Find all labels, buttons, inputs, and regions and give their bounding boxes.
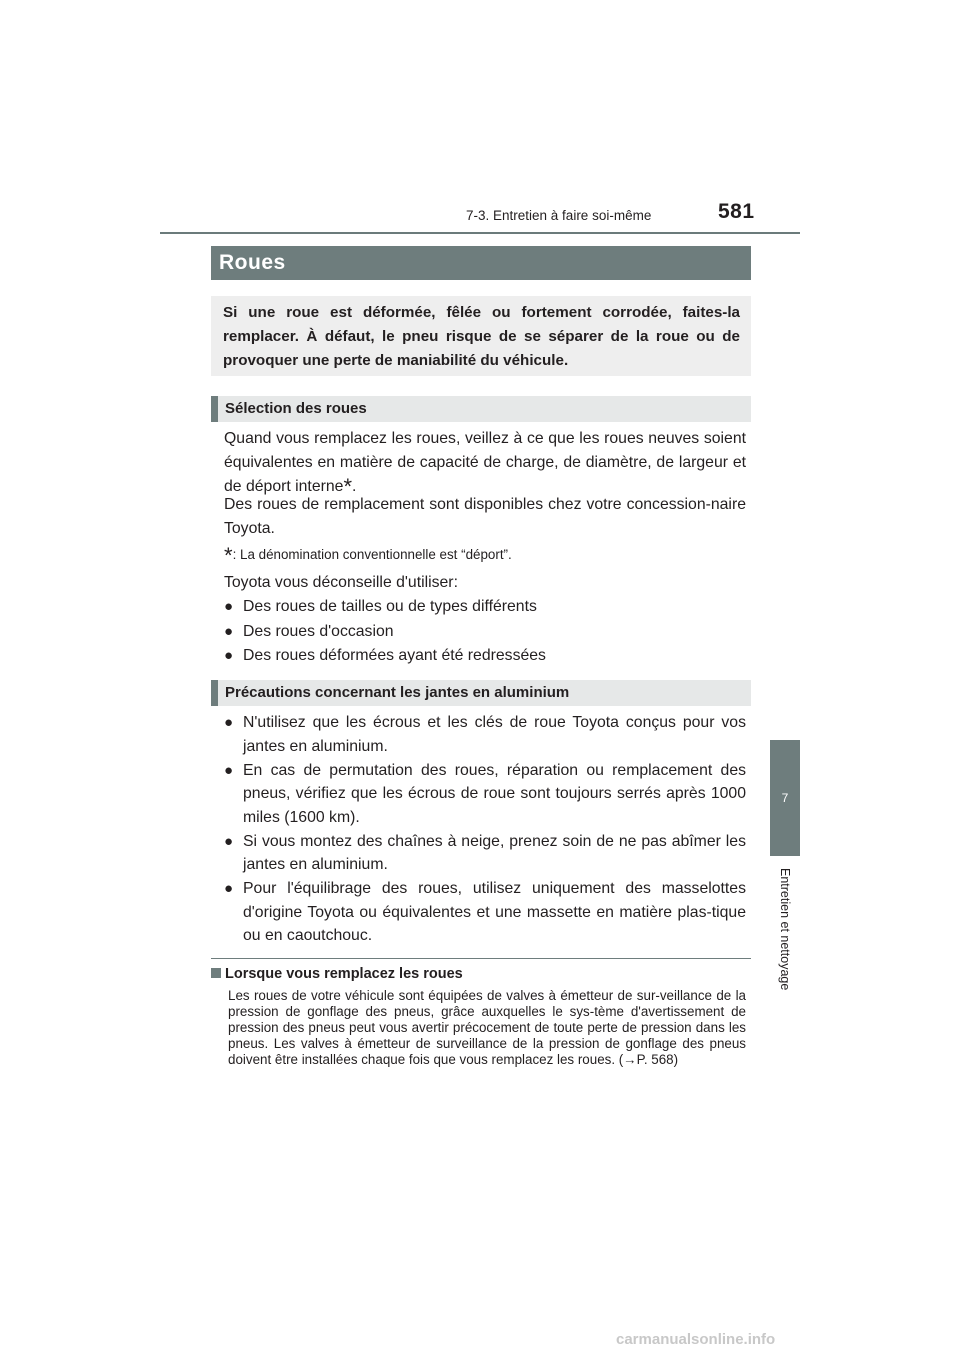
footnote-star: * (224, 543, 233, 568)
header-rule (160, 232, 800, 234)
list-item (224, 711, 746, 758)
chapter-label (770, 858, 800, 1058)
square-bullet-icon (211, 968, 221, 978)
list-item (224, 644, 746, 668)
watermark: carmanualsonline.info (616, 1331, 776, 1348)
selection-paragraph-1-end: . (352, 478, 357, 495)
list-item (224, 830, 746, 877)
section-divider (211, 958, 751, 959)
section-header: 7-3. Entretien à faire soi-même (466, 208, 652, 223)
advice-intro: Toyota vous déconseille d'utiliser: (224, 574, 458, 591)
footnote-text: : La dénomination conventionnelle est “déport”. (232, 547, 512, 562)
list-item (224, 595, 746, 619)
page-title: Roues (211, 246, 751, 280)
intro-box: Si une roue est déformée, fêlée ou fortement corrodée, faites-la remplacer. À défaut, le pneu risque de se séparer de la roue ou de provoquer une perte de maniabilité du véhicule. (211, 296, 751, 376)
page-number: 581 (718, 200, 755, 223)
bullet-icon: ● (224, 598, 234, 615)
bullet-icon: ● (224, 647, 234, 664)
list-item-text: Pour l'équilibrage des roues, utilisez uniquement des masselottes d'origine Toyota ou équivalentes et une massette en matière plas-tique ou en caoutchouc. (243, 880, 746, 944)
list-item (224, 877, 746, 948)
bullet-icon: ● (224, 832, 234, 850)
selection-paragraph-1-text: Quand vous remplacez les roues, veillez à ce que les roues neuves soient équivalentes en matière de capacité de charge, de diamètre, de largeur et de déport interne (224, 430, 746, 495)
selection-heading: Sélection des roues (211, 396, 751, 422)
footnote-star-marker: * (343, 474, 353, 499)
bullet-icon: ● (224, 622, 234, 640)
list-item (224, 759, 746, 830)
note-heading (211, 966, 463, 982)
list-item-text: N'utilisez que les écrous et les clés de roue Toyota conçus pour vos jantes en aluminium. (243, 714, 746, 755)
note-heading-text: Lorsque vous remplacez les roues (225, 966, 463, 982)
selection-paragraph-1 (224, 427, 746, 499)
aluminium-list (224, 711, 746, 948)
list-item-text: Des roues déformées ayant été redressées (243, 647, 546, 664)
selection-list (224, 595, 746, 669)
bullet-icon: ● (224, 761, 234, 779)
bullet-icon: ● (224, 714, 234, 731)
selection-paragraph-2: Des roues de remplacement sont disponibles chez votre concession-naire Toyota. (224, 496, 746, 537)
list-item (224, 620, 746, 644)
list-item-text: Des roues d'occasion (243, 622, 394, 640)
list-item-text: En cas de permutation des roues, réparation ou remplacement des pneus, vérifiez que les écrous de roue sont toujours serrés après 1000 miles (1600 km). (243, 761, 746, 826)
bullet-icon: ● (224, 880, 234, 897)
aluminium-heading: Précautions concernant les jantes en aluminium (211, 680, 751, 706)
list-item-text: Des roues de tailles ou de types différents (243, 598, 537, 615)
footnote (224, 545, 744, 566)
chapter-label-text: Entretien et nettoyage (778, 868, 792, 991)
chapter-tab[interactable]: 7 (770, 740, 800, 856)
note-body: Les roues de votre véhicule sont équipées de valves à émetteur de sur-veillance de la pression de gonflage des pneus, grâce auxquelles le sys-tème d'avertissement de pression des pneus peut vous avertir précocement de toute perte de pression dans les pneus. Les valves à émetteur de surveillance de la pression de gonflage des pneus doivent être installées chaque fois que vous remplacez les roues. (→P. 568) (228, 988, 746, 1067)
list-item-text: Si vous montez des chaînes à neige, prenez soin de ne pas abîmer les jantes en aluminium. (243, 832, 746, 873)
